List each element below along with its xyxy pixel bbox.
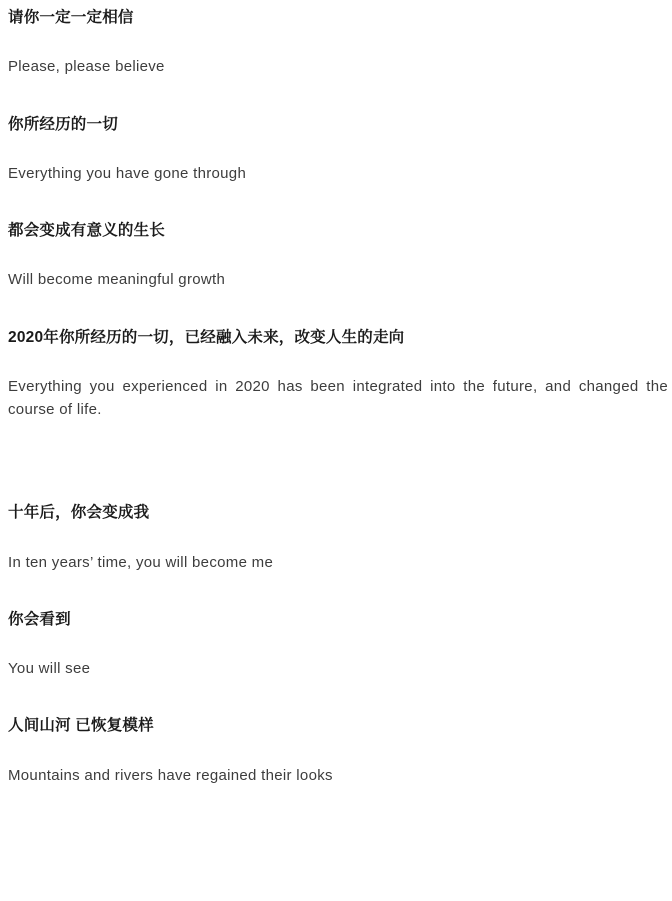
spacer — [8, 574, 666, 608]
paragraph-en-7: Mountains and rivers have regained their looks — [8, 766, 333, 784]
paragraph-en-4-wrap — [8, 375, 668, 422]
spacer — [8, 29, 666, 55]
spacer — [8, 631, 666, 657]
spacer — [8, 292, 666, 326]
paragraph-en-2: Everything you have gone through — [8, 164, 247, 182]
paragraph-cn-1: 请你一定一定相信 — [8, 9, 134, 26]
paragraph-en-1: Please, please believe — [8, 58, 165, 76]
spacer — [8, 242, 666, 268]
spacer — [8, 525, 666, 551]
spacer — [8, 680, 666, 714]
paragraph-cn-7: 人间山河 已恢复模样 — [8, 717, 154, 735]
paragraph-cn-2: 你所经历的一切 — [8, 115, 118, 133]
spacer — [8, 349, 666, 375]
spacer — [8, 79, 666, 113]
paragraph-cn-6: 你会看到 — [8, 610, 71, 628]
spacer — [8, 738, 666, 764]
paragraph-en-5: In ten years’ time, you will become me — [8, 553, 274, 571]
paragraph-en-3: Will become meaningful growth — [8, 271, 226, 289]
spacer — [8, 136, 666, 162]
paragraph-en-6: You will see — [8, 660, 91, 677]
paragraph-en-4: Everything you experienced in 2020 has been integrated into the future, and changed the course of life. — [8, 377, 668, 418]
paragraph-cn-5: 十年后，你会变成我 — [8, 504, 150, 522]
paragraph-cn-3: 都会变成有意义的生长 — [8, 222, 166, 239]
section-spacer — [8, 421, 666, 501]
paragraph-cn-4: 2020年你所经历的一切，已经融入未来，改变人生的走向 — [8, 328, 405, 346]
spacer — [8, 185, 666, 219]
